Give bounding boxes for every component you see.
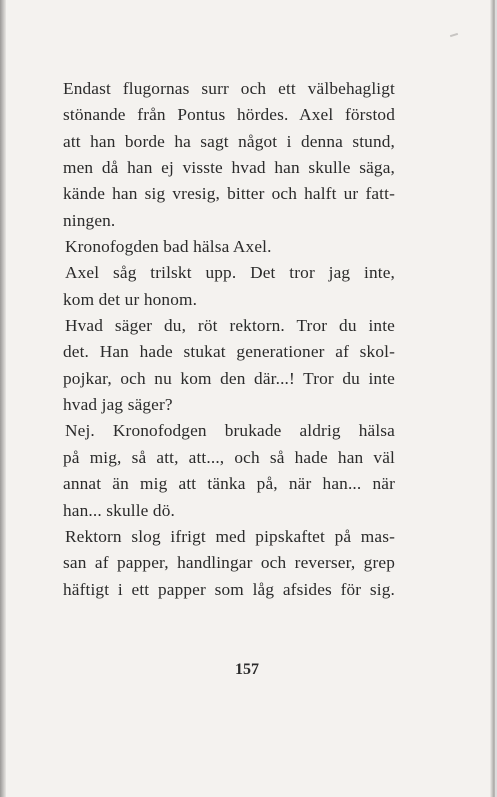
text-line: stönande från Pontus hördes. Axel förstod: [63, 105, 395, 125]
text-line: Hvad säger du, röt rektorn. Tror du inte: [65, 316, 395, 336]
text-line: häftigt i ett papper som låg afsides för sig.: [63, 579, 395, 599]
text-line: san af papper, handlingar och reverser, grep: [63, 553, 395, 573]
text-line: kände han sig vresig, bitter och halft ur fatt-: [63, 184, 395, 204]
text-line: Kronofogden bad hälsa Axel.: [65, 237, 272, 257]
text-line: Endast flugornas surr och ett välbehagligt: [63, 79, 395, 98]
text-line: han... skulle dö.: [63, 500, 175, 520]
text-line: Rektorn slog ifrigt med pipskaftet på mas-: [65, 526, 395, 546]
text-line: det. Han hade stukat generationer af skol-: [63, 342, 395, 362]
body-text: [63, 76, 395, 603]
text-line: Nej. Kronofodgen brukade aldrig hälsa: [65, 421, 395, 441]
text-line: ningen.: [63, 210, 116, 230]
text-line: hvad jag säger?: [63, 395, 173, 415]
page-number: 157: [235, 661, 259, 678]
text-line: annat än mig att tänka på, när han... när: [63, 474, 395, 494]
text-line: att han borde ha sagt något i denna stund,: [63, 131, 395, 151]
paper-speck: [450, 33, 458, 37]
text-line: Axel såg trilskt upp. Det tror jag inte,: [65, 263, 395, 283]
text-line: men då han ej visste hvad han skulle säga,: [63, 158, 395, 178]
text-line: kom det ur honom.: [63, 289, 198, 309]
text-line: pojkar, och nu kom den där...! Tror du inte: [63, 368, 395, 388]
text-line: på mig, så att, att..., och så hade han väl: [63, 447, 395, 467]
